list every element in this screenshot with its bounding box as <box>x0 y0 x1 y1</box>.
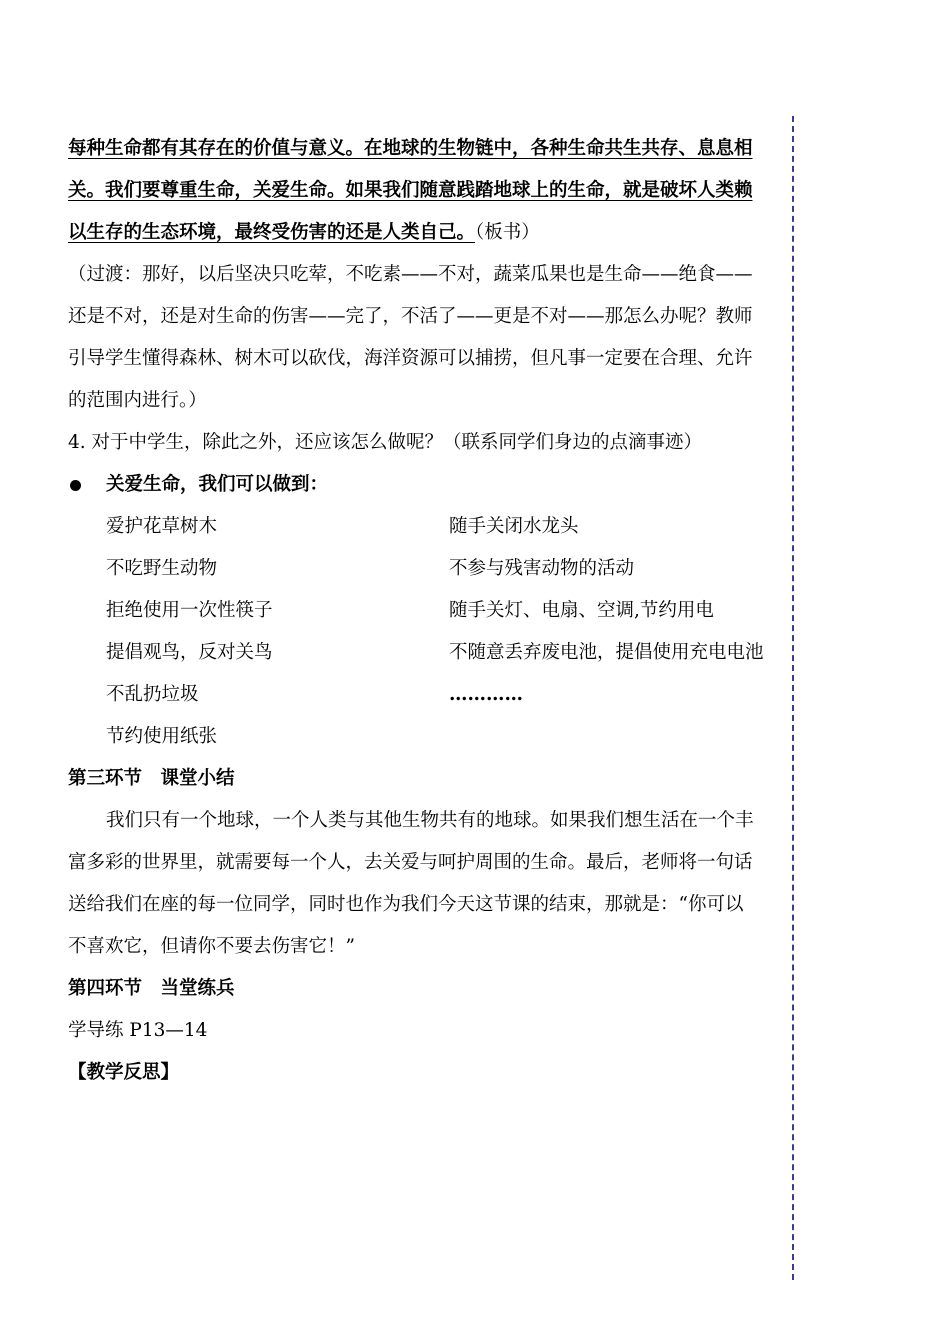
bullet-icon <box>70 480 81 491</box>
action-item <box>449 716 834 758</box>
transition-line: 还是不对，还是对生命的伤害——完了，不活了——更是不对——那怎么办呢？教师 <box>68 306 753 327</box>
board-note: （板书） <box>475 222 540 243</box>
section4-title: 第四环节 当堂练兵 <box>68 978 235 999</box>
bullet-text: 关爱生命，我们可以做到： <box>106 474 329 495</box>
actions-grid <box>68 506 796 758</box>
summary-line: 富多彩的世界里，就需要每一个人，去关爱与呵护周围的生命。最后，老师将一句话 <box>68 852 753 873</box>
transition-line: 引导学生懂得森林、树木可以砍伐，海洋资源可以捕捞，但凡事一定要在合理、允许 <box>68 348 753 369</box>
bold-text: 以生存的生态环境，最终受伤害的还是人类自己。 <box>68 222 476 243</box>
action-item: 不吃野生动物 <box>106 558 218 579</box>
paragraph-line: 关。我们要尊重生命，关爱生命。如果我们随意践踏地球上的生命，就是破坏人类赖 <box>68 180 753 201</box>
binding-margin-line <box>792 116 794 1280</box>
paragraph-line <box>68 212 796 254</box>
bullet-heading <box>68 464 796 506</box>
action-item: 不参与残害动物的活动 <box>449 558 635 579</box>
summary-line: 送给我们在座的每一位同学，同时也作为我们今天这节课的结束，那就是：“你可以 <box>68 894 744 915</box>
document-page <box>68 128 796 1094</box>
action-item: 拒绝使用一次性筷子 <box>106 600 273 621</box>
action-item: 随手关灯、电扇、空调,节约用电 <box>449 600 714 621</box>
section3-title: 第三环节 课堂小结 <box>68 768 235 789</box>
reflection-heading: 【教学反思】 <box>68 1062 180 1083</box>
action-item: 提倡观鸟，反对关鸟 <box>106 642 273 663</box>
summary-line: 不喜欢它，但请你不要去伤害它！” <box>68 936 355 957</box>
question-4: 4. 对于中学生，除此之外，还应该怎么做呢？（联系同学们身边的点滴事迹） <box>68 432 703 453</box>
transition-line: （过渡：那好，以后坚决只吃荤，不吃素——不对，蔬菜瓜果也是生命——绝食—— <box>68 264 753 285</box>
action-item: 不随意丢弃废电池，提倡使用充电电池 <box>449 642 764 663</box>
ellipsis: ………… <box>449 684 523 705</box>
action-item: 不乱扔垃圾 <box>106 684 199 705</box>
action-item: 爱护花草树木 <box>106 516 218 537</box>
action-item: 节约使用纸张 <box>106 726 218 747</box>
transition-line: 的范围内进行。） <box>68 390 207 411</box>
practice-text: 学导练 P13—14 <box>68 1020 208 1041</box>
action-item: 随手关闭水龙头 <box>449 516 579 537</box>
paragraph-line: 每种生命都有其存在的价值与意义。在地球的生物链中，各种生命共生共存、息息相 <box>68 138 753 159</box>
summary-line: 我们只有一个地球，一个人类与其他生物共有的地球。如果我们想生活在一个丰 <box>106 810 754 831</box>
